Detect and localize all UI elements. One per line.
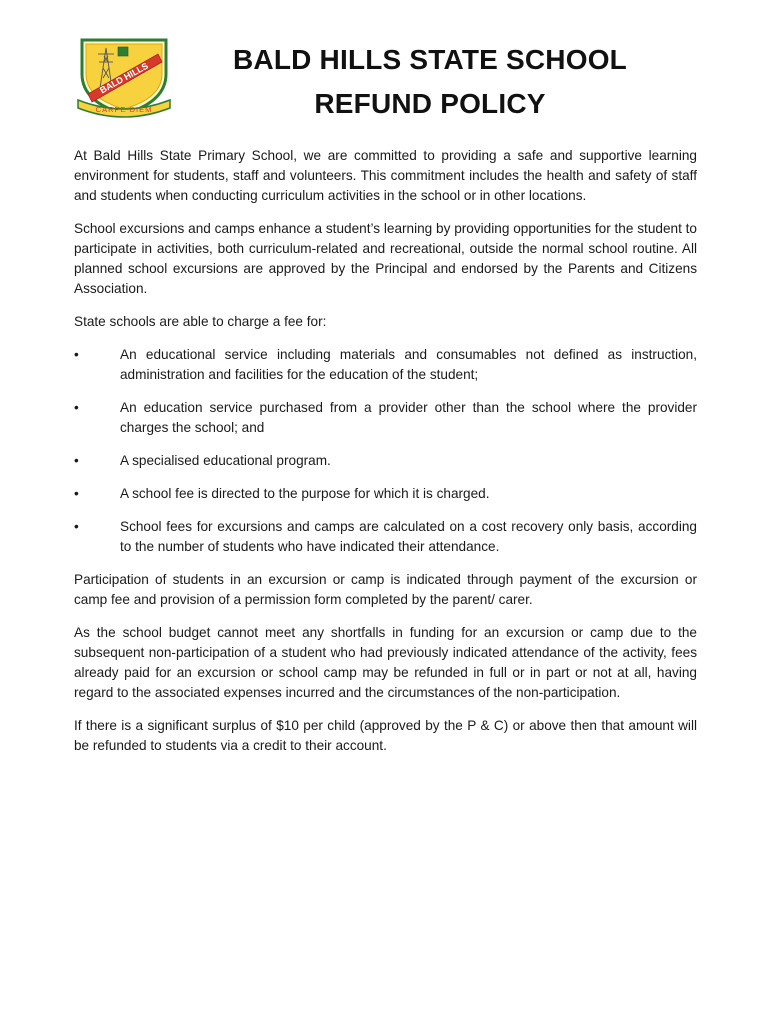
bullet-icon: • <box>74 519 79 534</box>
policy-body <box>74 146 697 769</box>
list-item <box>74 451 697 471</box>
list-item <box>74 345 697 385</box>
bullet-icon: • <box>74 486 79 501</box>
bullet-icon: • <box>74 400 79 415</box>
fee-bullet-list <box>74 345 697 557</box>
title-line-2: REFUND POLICY <box>314 88 546 119</box>
bullet-icon: • <box>74 453 79 468</box>
list-item <box>74 398 697 438</box>
list-item <box>74 517 697 557</box>
paragraph-participation: Participation of students in an excursion or camp is indicated through payment of the excursion or camp fee and provision of a permission form completed by the parent/ carer. <box>74 572 697 607</box>
list-item-text: An educational service including materials and consumables not defined as instruction, administration and facilities for the education of the student; <box>120 347 697 382</box>
list-item-text: A school fee is directed to the purpose for which it is charged. <box>120 486 490 501</box>
list-item-text: School fees for excursions and camps are calculated on a cost recovery only basis, according to the number of students who have indicated their attendance. <box>120 519 697 554</box>
school-crest-logo <box>74 34 174 118</box>
page-title <box>200 38 660 126</box>
paragraph-budget: As the school budget cannot meet any shortfalls in funding for an excursion or camp due to the subsequent non-participation of a student who had previously indicated attendance of the activity, fees already paid for an excursion or school camp may be refunded in full or in part or not at all, having regard to the associated expenses incurred and the circumstances of the non-participation. <box>74 625 697 700</box>
bullet-icon: • <box>74 347 79 362</box>
svg-text:BALD HILLS: BALD HILLS <box>98 60 150 96</box>
list-item-text: A specialised educational program. <box>120 453 331 468</box>
paragraph-excursions: School excursions and camps enhance a student’s learning by providing opportunities for the student to participate in activities, both curriculum-related and recreational, outside the normal school routine. All planned school excursions are approved by the Principal and endorsed by the Parents and Citizens Association. <box>74 221 697 296</box>
paragraph-intro: At Bald Hills State Primary School, we are committed to providing a safe and supportive learning environment for students, staff and volunteers. This commitment includes the health and safety of staff and students when conducting curriculum activities in the school or in other locations. <box>74 148 697 203</box>
flag-box <box>118 47 128 56</box>
paragraph-surplus: If there is a significant surplus of $10 per child (approved by the P & C) or above then that amount will be refunded to students via a credit to their account. <box>74 718 697 753</box>
title-line-1: BALD HILLS STATE SCHOOL <box>233 44 627 75</box>
list-item-text: An education service purchased from a provider other than the school where the provider charges the school; and <box>120 400 697 435</box>
list-item <box>74 484 697 504</box>
paragraph-fee-lead: State schools are able to charge a fee for: <box>74 314 327 329</box>
svg-text:CARPE DIEM: CARPE DIEM <box>95 105 153 114</box>
